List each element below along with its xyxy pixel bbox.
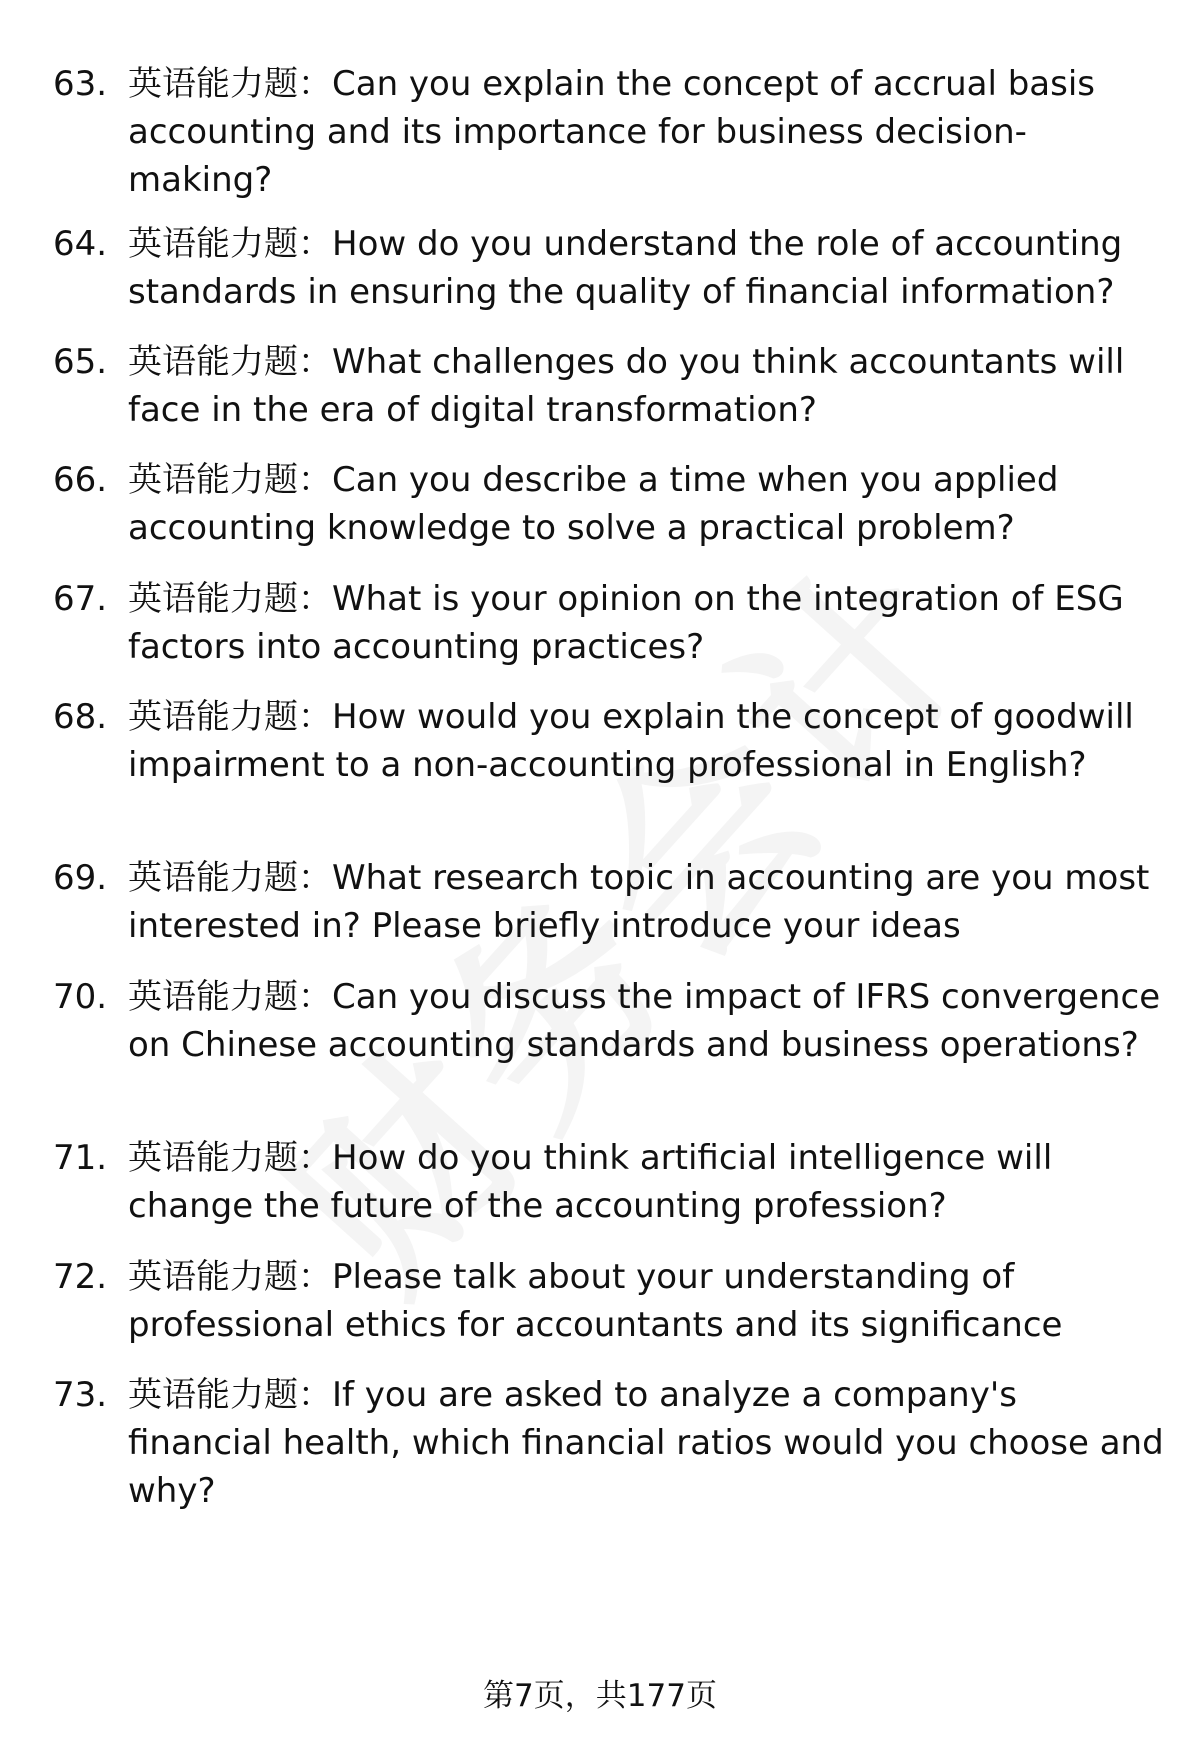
question-number: 72. — [53, 1257, 108, 1297]
question-body — [128, 60, 1168, 204]
question-number: 71. — [53, 1138, 108, 1178]
question-number: 73. — [53, 1375, 108, 1415]
question-text: If you are asked to analyze a company's financial health, which financial ratios would you choose and why? — [128, 1375, 1164, 1511]
question-body — [128, 854, 1168, 950]
question-body — [128, 1371, 1168, 1515]
question-tag: 英语能力题： — [128, 1138, 332, 1178]
question-text: How would you explain the concept of goodwill impairment to a non-accounting professional in English? — [128, 697, 1134, 785]
question-text: What challenges do you think accountants will face in the era of digital transformation? — [128, 342, 1125, 430]
question-tag: 英语能力题： — [128, 977, 332, 1017]
question-number: 64. — [53, 224, 108, 264]
question-number: 63. — [53, 64, 108, 104]
question-tag: 英语能力题： — [128, 858, 332, 898]
question-number: 67. — [53, 579, 108, 619]
question-text: What is your opinion on the integration of ESG factors into accounting practices? — [128, 579, 1124, 667]
question-body — [128, 456, 1168, 552]
question-number: 68. — [53, 697, 108, 737]
question-text: How do you understand the role of accounting standards in ensuring the quality of financial information? — [128, 224, 1123, 312]
question-tag: 英语能力题： — [128, 1375, 332, 1415]
question-tag: 英语能力题： — [128, 697, 332, 737]
question-number: 70. — [53, 977, 108, 1017]
question-number: 65. — [53, 342, 108, 382]
question-tag: 英语能力题： — [128, 579, 332, 619]
question-body — [128, 693, 1168, 789]
question-body — [128, 575, 1168, 671]
question-tag: 英语能力题： — [128, 1257, 332, 1297]
question-text: What research topic in accounting are you most interested in? Please briefly introduce your ideas — [128, 858, 1150, 946]
question-tag: 英语能力题： — [128, 460, 332, 500]
question-text: Can you explain the concept of accrual basis accounting and its importance for business decision-making? — [128, 64, 1096, 200]
question-text: How do you think artificial intelligence will change the future of the accounting profession? — [128, 1138, 1053, 1226]
question-number: 66. — [53, 460, 108, 500]
question-text: Can you describe a time when you applied accounting knowledge to solve a practical problem? — [128, 460, 1059, 548]
question-body — [128, 220, 1168, 316]
page-footer: 第7页，共177页 — [483, 1678, 717, 1714]
question-body — [128, 338, 1168, 434]
question-text: Please talk about your understanding of professional ethics for accountants and its significance — [128, 1257, 1063, 1345]
question-text: Can you discuss the impact of IFRS convergence on Chinese accounting standards and business operations? — [128, 977, 1161, 1065]
question-body — [128, 1134, 1168, 1230]
question-number: 69. — [53, 858, 108, 898]
question-tag: 英语能力题： — [128, 224, 332, 264]
question-tag: 英语能力题： — [128, 64, 332, 104]
question-body — [128, 973, 1168, 1069]
question-tag: 英语能力题： — [128, 342, 332, 382]
question-body — [128, 1253, 1168, 1349]
